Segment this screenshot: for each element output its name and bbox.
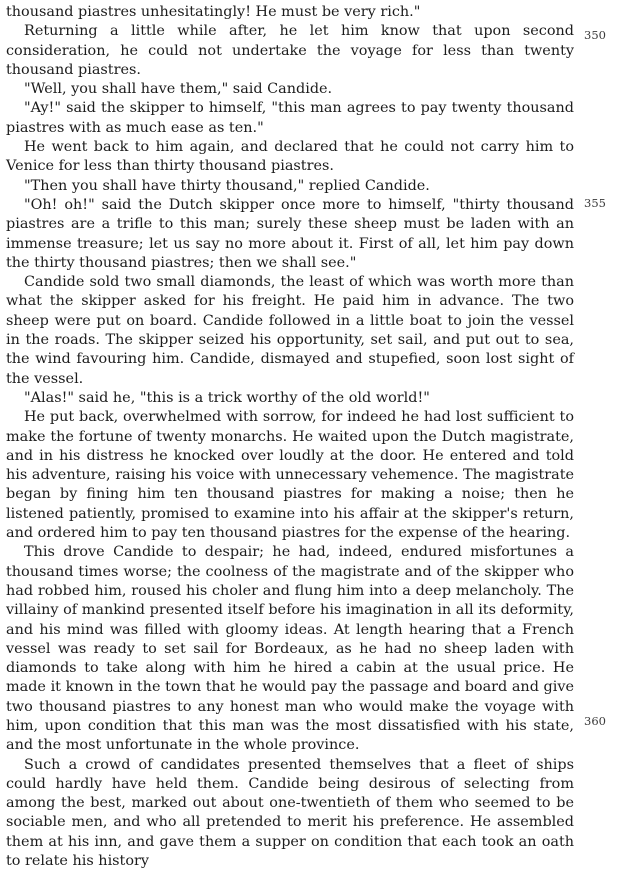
paragraph-2: Returning a little while after, he let him know that upon second consideration, he could not undertake the voyage for less than twenty thousand piastres. <box>6 23 574 78</box>
paragraph-9: "Alas!" said he, "this is a trick worthy of the old world!" <box>24 389 430 406</box>
book-page <box>6 3 574 871</box>
paragraph-4: "Ay!" said the skipper to himself, "this man agrees to pay twenty thousand piastres with as much ease as ten." <box>6 100 574 136</box>
line-number-355: 355 <box>584 196 606 210</box>
paragraph-6: "Then you shall have thirty thousand," replied Candide. <box>24 177 430 194</box>
paragraph-3: "Well, you shall have them," said Candide. <box>24 81 333 98</box>
paragraph-8: Candide sold two small diamonds, the least of which was worth more than what the skipper asked for his freight. He paid him in advance. The two sheep were put on board. Candide followed in a little boat to join the vessel in the roads. The skipper seized his opportunity, set sail, and put out to sea, the wind favouring him. Candide, dismayed and stupefied, soon lost sight of the vessel. <box>6 274 574 387</box>
line-number-360: 360 <box>584 714 606 728</box>
paragraph-10: He put back, overwhelmed with sorrow, for indeed he had lost sufficient to make the fortune of twenty monarchs. He waited upon the Dutch magistrate, and in his distress he knocked over loudly at the door. He entered and told his adventure, raising his voice with unnecessary vehemence. The magistrate began by fining him ten thousand piastres for making a noise; then he listened patiently, promised to examine into his affair at the skipper's return, and ordered him to pay ten thousand piastres for the expense of the hearing. <box>6 409 574 542</box>
paragraph-7: "Oh! oh!" said the Dutch skipper once more to himself, "thirty thousand piastres are a trifle to this man; surely these sheep must be laden with an immense treasure; let us say no more about it. First of all, let him pay down the thirty thousand piastres; then we shall see." <box>6 196 574 271</box>
line-number-350: 350 <box>584 28 606 42</box>
paragraph-12: Such a crowd of candidates presented themselves that a fleet of ships could hardly have held them. Candide being desirous of selecting from among the best, marked out about one-twentieth of them who seemed to be sociable men, and who all pretended to merit his preference. He assembled them at his inn, and gave them a supper on condition that each took an oath to relate his history <box>6 756 574 870</box>
paragraph-1: thousand piastres unhesitatingly! He must be very rich." <box>6 4 421 20</box>
paragraph-11: This drove Candide to despair; he had, indeed, endured misfortunes a thousand times worse; the coolness of the magistrate and of the skipper who had robbed him, roused his choler and flung him into a deep melancholy. The villainy of mankind presented itself before his imagination in all its deformity, and his mind was filled with gloomy ideas. At length hearing that a French vessel was ready to set sail for Bordeaux, as he had no sheep laden with diamonds to take along with him he hired a cabin at the usual price. He made it known in the town that he would pay the passage and board and give two thousand piastres to any honest man who would make the voyage with him, upon condition that this man was the most dissatisfied with his state, and the most unfortunate in the whole province. <box>6 544 574 754</box>
paragraph-5: He went back to him again, and declared that he could not carry him to Venice for less than thirty thousand piastres. <box>6 139 574 175</box>
